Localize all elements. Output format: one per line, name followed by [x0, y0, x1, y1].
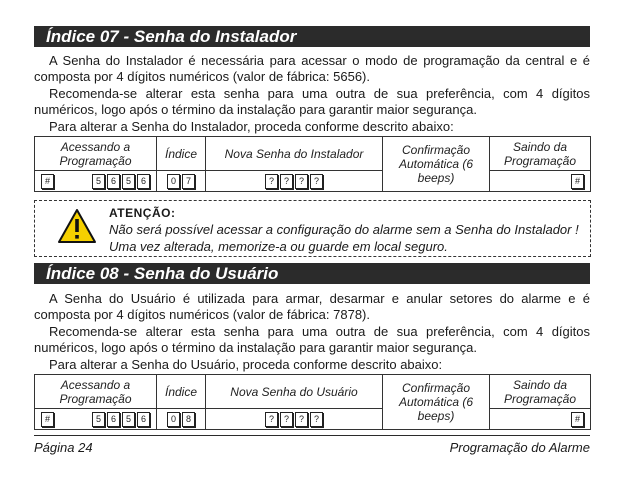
- exit-keys-cell: [490, 409, 591, 430]
- password-keys-cell: [206, 171, 383, 192]
- paragraph: A Senha do Instalador é necessária para acessar o modo de programação da central e é composta por 4 dígitos numéricos (valor de fábrica: 5656).: [34, 53, 590, 85]
- key-digit: 8: [182, 412, 195, 427]
- key-digit: 7: [182, 174, 195, 189]
- key-digit: 5: [122, 174, 135, 189]
- access-keys-cell: [35, 171, 157, 192]
- section-08-header: [34, 263, 590, 284]
- col-confirm-header: Confirmação Automática (6 beeps): [383, 137, 490, 192]
- col-exit-header: Saindo da Programação: [490, 137, 591, 171]
- section-07-text: [34, 53, 590, 135]
- key-unknown: ?: [310, 174, 323, 189]
- paragraph: Recomenda-se alterar esta senha para uma outra de sua preferência, com 4 dígitos numéricos, logo após o término da instalação para garantir maior segurança.: [34, 85, 590, 118]
- col-password-header: Nova Senha do Usuário: [206, 375, 383, 409]
- section-07-programming-table: [34, 136, 591, 192]
- index-keys-cell: [157, 171, 206, 192]
- warning-box: [34, 200, 591, 257]
- key-unknown: ?: [265, 412, 278, 427]
- key-hash: #: [571, 174, 584, 189]
- key-digit: 6: [107, 412, 120, 427]
- password-keys-cell: [206, 409, 383, 430]
- key-digit: 5: [92, 412, 105, 427]
- paragraph: Recomenda-se alterar esta senha para uma outra de sua preferência, com 4 dígitos numéricos, logo após o término da instalação para garantir maior segurança.: [34, 323, 590, 356]
- key-unknown: ?: [310, 412, 323, 427]
- key-unknown: ?: [265, 174, 278, 189]
- key-unknown: ?: [280, 174, 293, 189]
- section-08-text: [34, 291, 590, 373]
- chapter-title: Programação do Alarme: [449, 440, 590, 455]
- page-number: Página 24: [34, 440, 93, 455]
- key-hash: #: [41, 412, 54, 427]
- paragraph: Para alterar a Senha do Instalador, proceda conforme descrito abaixo:: [49, 118, 454, 134]
- key-digit: 6: [137, 174, 150, 189]
- key-hash: #: [41, 174, 54, 189]
- col-access-header: Acessando a Programação: [35, 375, 157, 409]
- key-digit: 6: [137, 412, 150, 427]
- key-unknown: ?: [280, 412, 293, 427]
- section-08-programming-table: [34, 374, 591, 430]
- exit-keys-cell: [490, 171, 591, 192]
- col-index-header: Índice: [157, 137, 206, 171]
- paragraph: Para alterar a Senha do Usuário, proceda conforme descrito abaixo:: [49, 356, 443, 372]
- col-access-header: Acessando a Programação: [35, 137, 157, 171]
- col-exit-header: Saindo da Programação: [490, 375, 591, 409]
- key-digit: 0: [167, 412, 180, 427]
- key-unknown: ?: [295, 174, 308, 189]
- paragraph: A Senha do Usuário é utilizada para armar, desarmar e anular setores do alarme e é composta por 4 dígitos numéricos (valor de fábrica: 7878).: [34, 291, 590, 323]
- section-07-title: Índice 07 - Senha do Instalador: [46, 27, 297, 46]
- footer-rule: [34, 435, 590, 436]
- access-keys-cell: [35, 409, 157, 430]
- key-digit: 5: [92, 174, 105, 189]
- key-unknown: ?: [295, 412, 308, 427]
- key-digit: 0: [167, 174, 180, 189]
- section-08-title: Índice 08 - Senha do Usuário: [46, 264, 279, 283]
- col-password-header: Nova Senha do Instalador: [206, 137, 383, 171]
- warning-title: ATENÇÃO:: [109, 206, 176, 220]
- warning-triangle-icon: [57, 208, 97, 244]
- index-keys-cell: [157, 409, 206, 430]
- key-digit: 5: [122, 412, 135, 427]
- section-07-header: [34, 26, 590, 47]
- col-index-header: Índice: [157, 375, 206, 409]
- warning-text: Não será possível acessar a configuração do alarme sem a Senha do Instalador ! Uma vez alterada, memorize-a ou guarde em local seguro.: [109, 222, 579, 254]
- key-digit: 6: [107, 174, 120, 189]
- key-hash: #: [571, 412, 584, 427]
- col-confirm-header: Confirmação Automática (6 beeps): [383, 375, 490, 430]
